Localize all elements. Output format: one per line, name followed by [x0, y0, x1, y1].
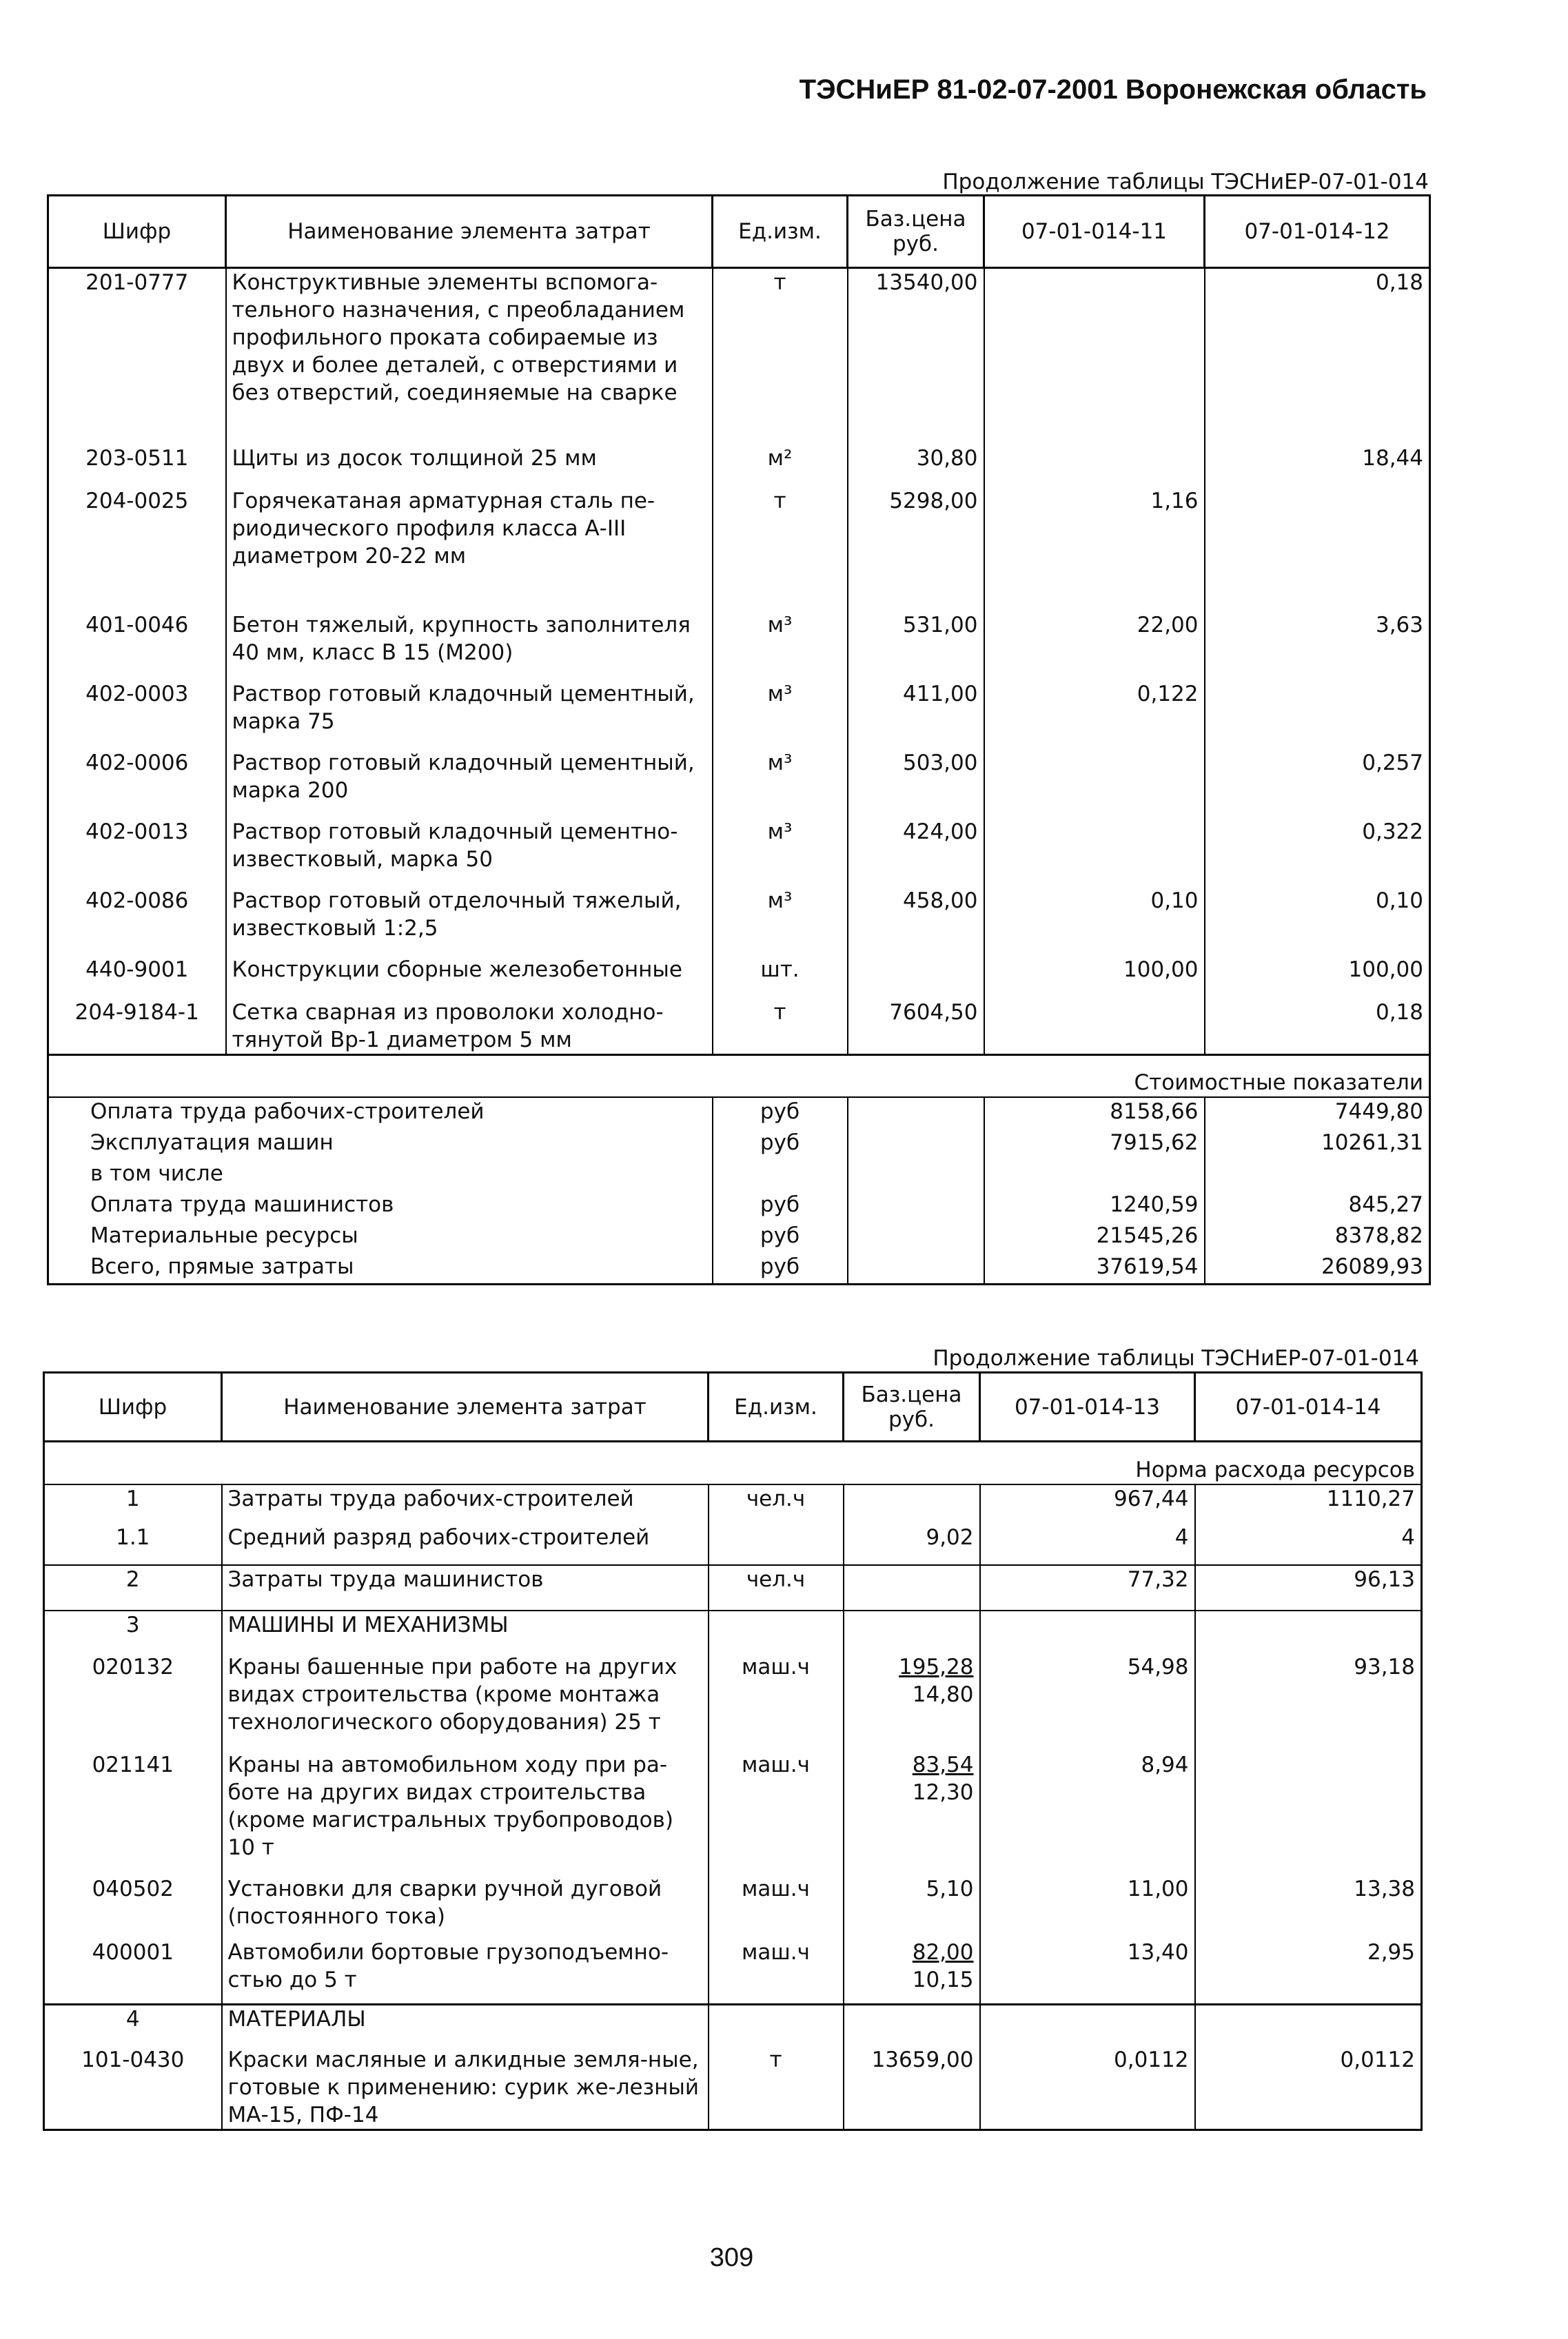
resource-price: 7604,50 — [848, 999, 984, 1055]
resource-price-machinist: 14,80 — [912, 1682, 974, 1707]
cost-value-12: 845,27 — [1205, 1191, 1430, 1222]
cost-name: Эксплуатация машин — [48, 1129, 713, 1160]
resource-name: Средний разряд рабочих-строителей — [222, 1524, 709, 1565]
resource-unit: м³ — [713, 611, 848, 680]
cost-value-11: 8158,66 — [984, 1097, 1205, 1129]
value-07-01-014-11 — [984, 268, 1205, 445]
cost-row — [48, 1129, 1430, 1160]
table2 — [43, 1371, 1423, 2131]
resource-name: Конструкции сборные железобетонные — [226, 956, 713, 999]
cost-unit: руб — [713, 1097, 848, 1129]
resource-code: 1.1 — [44, 1524, 222, 1565]
resource-name: Конструктивные элементы вспомога-тельного назначения, с преобладанием профильного проката собираемые из двух и более деталей, с отверстиями и без отверстий, соединяемые на сварке — [226, 268, 713, 445]
cost-value-12: 10261,31 — [1205, 1129, 1430, 1160]
resource-name: МАТЕРИАЛЫ — [222, 2005, 709, 2046]
cost-name: Материальные ресурсы — [48, 1222, 713, 1253]
section-row — [48, 1054, 1430, 1097]
col-header-code: Шифр — [48, 196, 226, 268]
resource-price: 195,28 — [899, 1654, 974, 1679]
resource-code: 402-0003 — [48, 680, 226, 749]
table-row — [44, 2005, 1422, 2046]
col-header-price: Баз.цена руб. — [844, 1373, 980, 1442]
table-row — [44, 1524, 1422, 1565]
resource-price: 424,00 — [848, 818, 984, 887]
table-row — [48, 887, 1430, 956]
resource-unit: т — [709, 2046, 844, 2130]
cost-row — [48, 1253, 1430, 1284]
cost-name: в том числе — [48, 1160, 713, 1191]
cost-name: Оплата труда машинистов — [48, 1191, 713, 1222]
value-07-01-014-13: 54,98 — [980, 1653, 1195, 1751]
resource-price: 30,80 — [848, 445, 984, 487]
resource-price-cell — [844, 1875, 980, 1939]
cost-value-11: 37619,54 — [984, 1253, 1205, 1284]
resource-price-cell — [844, 1484, 980, 1524]
resource-name: Бетон тяжелый, крупность заполнителя 40 мм, класс В 15 (М200) — [226, 611, 713, 680]
value-07-01-014-14: 4 — [1195, 1524, 1422, 1565]
value-07-01-014-13 — [980, 1611, 1195, 1653]
resource-price-cell — [844, 2046, 980, 2130]
value-07-01-014-11 — [984, 445, 1205, 487]
resource-name: МАШИНЫ И МЕХАНИЗМЫ — [222, 1611, 709, 1653]
table-row — [44, 1484, 1422, 1524]
resource-unit: маш.ч — [709, 1875, 844, 1939]
col-header-12: 07-01-014-12 — [1205, 196, 1430, 268]
value-07-01-014-14: 2,95 — [1195, 1939, 1422, 2005]
resource-code: 402-0086 — [48, 887, 226, 956]
cost-row — [48, 1222, 1430, 1253]
resource-code: 402-0013 — [48, 818, 226, 887]
resource-unit: т — [713, 999, 848, 1055]
resource-name: Раствор готовый отделочный тяжелый, известковый 1:2,5 — [226, 887, 713, 956]
value-07-01-014-12: 0,18 — [1205, 999, 1430, 1055]
page-number: 309 — [709, 2243, 754, 2272]
col-header-code: Шифр — [44, 1373, 222, 1442]
cost-value-11: 1240,59 — [984, 1191, 1205, 1222]
value-07-01-014-13 — [980, 2005, 1195, 2046]
resource-code: 101-0430 — [44, 2046, 222, 2130]
resource-name: Раствор готовый кладочный цементный, марка 75 — [226, 680, 713, 749]
value-07-01-014-14: 96,13 — [1195, 1565, 1422, 1611]
resource-price: 5,10 — [926, 1876, 974, 1901]
resource-price-cell — [844, 1653, 980, 1751]
table1-header-row — [48, 196, 1430, 268]
resource-price: 411,00 — [848, 680, 984, 749]
value-07-01-014-11: 22,00 — [984, 611, 1205, 680]
cost-value-11: 7915,62 — [984, 1129, 1205, 1160]
value-07-01-014-12: 0,257 — [1205, 749, 1430, 818]
value-07-01-014-13: 8,94 — [980, 1751, 1195, 1875]
resource-unit: т — [713, 487, 848, 611]
resource-name: Затраты труда рабочих-строителей — [222, 1484, 709, 1524]
col-header-14: 07-01-014-14 — [1195, 1373, 1422, 1442]
resource-code: 201-0777 — [48, 268, 226, 445]
cost-unit: руб — [713, 1222, 848, 1253]
resource-price: 5298,00 — [848, 487, 984, 611]
cost-unit: руб — [713, 1129, 848, 1160]
cost-unit — [713, 1160, 848, 1191]
col-header-name: Наименование элемента затрат — [226, 196, 713, 268]
table-row — [44, 1565, 1422, 1611]
value-07-01-014-14 — [1195, 1611, 1422, 1653]
value-07-01-014-12 — [1205, 487, 1430, 611]
resource-price: 9,02 — [926, 1524, 974, 1550]
value-07-01-014-12: 100,00 — [1205, 956, 1430, 999]
col-header-unit: Ед.изм. — [713, 196, 848, 268]
value-07-01-014-14: 93,18 — [1195, 1653, 1422, 1751]
resource-price-cell — [844, 1611, 980, 1653]
resource-code: 401-0046 — [48, 611, 226, 680]
value-07-01-014-13: 4 — [980, 1524, 1195, 1565]
value-07-01-014-13: 967,44 — [980, 1484, 1195, 1524]
table-row — [48, 487, 1430, 611]
resource-name: Сетка сварная из проволоки холодно-тянутой Вр-1 диаметром 5 мм — [226, 999, 713, 1055]
value-07-01-014-11 — [984, 999, 1205, 1055]
resource-code: 204-9184-1 — [48, 999, 226, 1055]
table-row — [48, 956, 1430, 999]
col-header-name: Наименование элемента затрат — [222, 1373, 709, 1442]
resource-name: Краны на автомобильном ходу при ра-боте на других видах строительства (кроме магистральных трубопроводов) 10 т — [222, 1751, 709, 1875]
resource-code: 203-0511 — [48, 445, 226, 487]
cost-name: Оплата труда рабочих-строителей — [48, 1097, 713, 1129]
resource-name: Щиты из досок толщиной 25 мм — [226, 445, 713, 487]
value-07-01-014-14: 13,38 — [1195, 1875, 1422, 1939]
resource-unit: м³ — [713, 680, 848, 749]
cost-price-empty — [848, 1129, 984, 1160]
resource-code: 021141 — [44, 1751, 222, 1875]
resource-unit: маш.ч — [709, 1939, 844, 2005]
value-07-01-014-13: 0,0112 — [980, 2046, 1195, 2130]
cost-name: Всего, прямые затраты — [48, 1253, 713, 1284]
cost-value-11: 21545,26 — [984, 1222, 1205, 1253]
resource-price: 83,54 — [912, 1752, 974, 1777]
resource-unit: м³ — [713, 887, 848, 956]
resource-code: 2 — [44, 1565, 222, 1611]
table-row — [48, 818, 1430, 887]
table-row — [44, 1611, 1422, 1653]
resource-price: 531,00 — [848, 611, 984, 680]
document-header: ТЭСНиЕР 81-02-07-2001 Воронежская область — [799, 74, 1427, 105]
value-07-01-014-14: 0,0112 — [1195, 2046, 1422, 2130]
value-07-01-014-14 — [1195, 2005, 1422, 2046]
resource-price-machinist: 12,30 — [912, 1779, 974, 1805]
resource-code: 040502 — [44, 1875, 222, 1939]
cost-value-12: 26089,93 — [1205, 1253, 1430, 1284]
table-row — [44, 2046, 1422, 2130]
value-07-01-014-11: 100,00 — [984, 956, 1205, 999]
cost-price-empty — [848, 1253, 984, 1284]
value-07-01-014-11 — [984, 749, 1205, 818]
section-row — [44, 1442, 1422, 1484]
resource-price-cell — [844, 1751, 980, 1875]
cost-unit: руб — [713, 1191, 848, 1222]
value-07-01-014-13: 13,40 — [980, 1939, 1195, 2005]
resource-unit: м³ — [713, 818, 848, 887]
cost-price-empty — [848, 1222, 984, 1253]
resource-code: 020132 — [44, 1653, 222, 1751]
table-row — [48, 611, 1430, 680]
value-07-01-014-12: 3,63 — [1205, 611, 1430, 680]
table1 — [47, 194, 1431, 1285]
cost-value-12: 8378,82 — [1205, 1222, 1430, 1253]
resource-name: Горячекатаная арматурная сталь пе-риодического профиля класса А-III диаметром 20-22 мм — [226, 487, 713, 611]
resource-unit — [709, 1611, 844, 1653]
value-07-01-014-12: 0,10 — [1205, 887, 1430, 956]
resource-unit: чел.ч — [709, 1484, 844, 1524]
section-label: Стоимостные показатели — [48, 1054, 1430, 1097]
cost-row — [48, 1191, 1430, 1222]
resource-price: 503,00 — [848, 749, 984, 818]
resource-unit: шт. — [713, 956, 848, 999]
resource-price — [848, 956, 984, 999]
resource-unit: маш.ч — [709, 1653, 844, 1751]
resource-price: 82,00 — [912, 1939, 974, 1965]
table-row — [44, 1653, 1422, 1751]
resource-name: Установки для сварки ручной дуговой (постоянного тока) — [222, 1875, 709, 1939]
section-label: Норма расхода ресурсов — [44, 1442, 1422, 1484]
col-header-11: 07-01-014-11 — [984, 196, 1205, 268]
resource-price: 458,00 — [848, 887, 984, 956]
resource-name: Затраты труда машинистов — [222, 1565, 709, 1611]
resource-unit: чел.ч — [709, 1565, 844, 1611]
cost-row — [48, 1097, 1430, 1129]
value-07-01-014-14: 1110,27 — [1195, 1484, 1422, 1524]
resource-price-machinist: 10,15 — [912, 1967, 974, 1992]
table-row — [48, 445, 1430, 487]
resource-name: Автомобили бортовые грузоподъемно-стью до 5 т — [222, 1939, 709, 2005]
resource-code: 3 — [44, 1611, 222, 1653]
value-07-01-014-13: 77,32 — [980, 1565, 1195, 1611]
resource-code: 400001 — [44, 1939, 222, 2005]
cost-unit: руб — [713, 1253, 848, 1284]
table-row — [44, 1751, 1422, 1875]
table-row — [48, 999, 1430, 1055]
table-row — [44, 1939, 1422, 2005]
resource-price: 13659,00 — [871, 2047, 974, 2072]
table-row — [48, 268, 1430, 445]
resource-code: 204-0025 — [48, 487, 226, 611]
value-07-01-014-12: 0,322 — [1205, 818, 1430, 887]
cost-value-11 — [984, 1160, 1205, 1191]
value-07-01-014-12 — [1205, 680, 1430, 749]
resource-name: Раствор готовый кладочный цементный, марка 200 — [226, 749, 713, 818]
col-header-13: 07-01-014-13 — [980, 1373, 1195, 1442]
resource-unit — [709, 2005, 844, 2046]
value-07-01-014-11: 0,122 — [984, 680, 1205, 749]
cost-price-empty — [848, 1160, 984, 1191]
value-07-01-014-11: 0,10 — [984, 887, 1205, 956]
resource-unit: маш.ч — [709, 1751, 844, 1875]
value-07-01-014-12: 18,44 — [1205, 445, 1430, 487]
resource-unit: м³ — [713, 749, 848, 818]
col-header-unit: Ед.изм. — [709, 1373, 844, 1442]
value-07-01-014-14 — [1195, 1751, 1422, 1875]
resource-name: Краны башенные при работе на других видах строительства (кроме монтажа технологического оборудования) 25 т — [222, 1653, 709, 1751]
col-header-price: Баз.цена руб. — [848, 196, 984, 268]
resource-price: 13540,00 — [848, 268, 984, 445]
resource-code: 1 — [44, 1484, 222, 1524]
cost-value-12 — [1205, 1160, 1430, 1191]
table1-caption: Продолжение таблицы ТЭСНиЕР-07-01-014 — [942, 170, 1429, 194]
value-07-01-014-11: 1,16 — [984, 487, 1205, 611]
resource-unit: м² — [713, 445, 848, 487]
resource-code: 402-0006 — [48, 749, 226, 818]
table-row — [48, 680, 1430, 749]
cost-row — [48, 1160, 1430, 1191]
resource-unit: т — [713, 268, 848, 445]
cost-price-empty — [848, 1097, 984, 1129]
value-07-01-014-11 — [984, 818, 1205, 887]
resource-price-cell — [844, 1524, 980, 1565]
cost-price-empty — [848, 1191, 984, 1222]
table-row — [44, 1875, 1422, 1939]
resource-price-cell — [844, 1565, 980, 1611]
resource-price-cell — [844, 1939, 980, 2005]
resource-price-cell — [844, 2005, 980, 2046]
resource-name: Краски масляные и алкидные земля-ные, готовые к применению: сурик же-лезный МА-15, ПФ-14 — [222, 2046, 709, 2130]
value-07-01-014-13: 11,00 — [980, 1875, 1195, 1939]
resource-unit — [709, 1524, 844, 1565]
resource-code: 4 — [44, 2005, 222, 2046]
cost-value-12: 7449,80 — [1205, 1097, 1430, 1129]
table2-header-row — [44, 1373, 1422, 1442]
table2-caption: Продолжение таблицы ТЭСНиЕР-07-01-014 — [933, 1346, 1419, 1371]
value-07-01-014-12: 0,18 — [1205, 268, 1430, 445]
resource-name: Раствор готовый кладочный цементно-известковый, марка 50 — [226, 818, 713, 887]
table-row — [48, 749, 1430, 818]
resource-code: 440-9001 — [48, 956, 226, 999]
